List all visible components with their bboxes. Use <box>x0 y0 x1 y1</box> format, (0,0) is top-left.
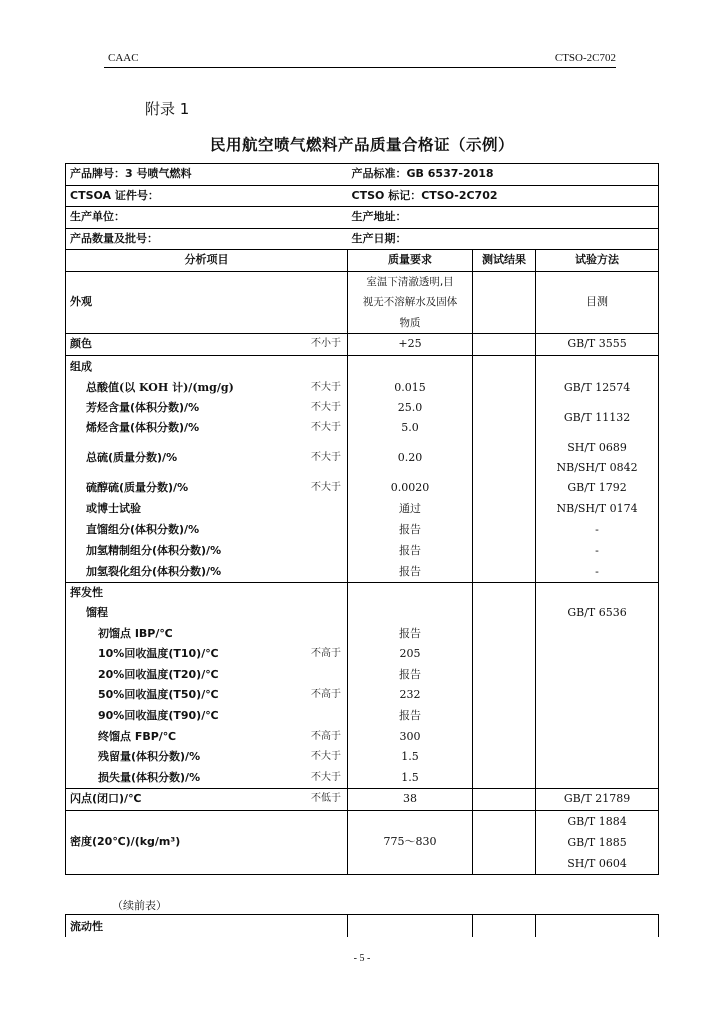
ctso-mark: CTSO 标记：CTSO-2C702 <box>348 185 659 207</box>
ibp-label: 初馏点 IBP/℃ <box>98 626 173 640</box>
color-requirement: +25 <box>348 334 473 356</box>
hydrocracked-label: 加氢裂化组分(体积分数)/% <box>86 564 222 578</box>
color-method: GB/T 3555 <box>536 334 659 356</box>
t20-label: 20%回收温度(T20)/℃ <box>98 667 219 681</box>
continued-table <box>65 914 659 937</box>
info-row <box>66 207 659 229</box>
appearance-requirement: 室温下清澈透明,目 视无不溶解水及固体 物质 <box>348 271 473 334</box>
aromatics-row: 芳烃含量(体积分数)/% 不大于 <box>66 398 347 418</box>
acid-row: 总酸值(以 KOH 计)/(mg/g) 不大于 <box>66 377 347 398</box>
batch-number: 产品数量及批号： <box>66 228 348 250</box>
info-row <box>66 164 659 186</box>
col-method: 试验方法 <box>536 250 659 272</box>
continued-label: （续前表） <box>112 899 167 912</box>
color-limit: 不小于 <box>291 334 348 356</box>
production-address: 生产地址： <box>348 207 659 229</box>
appearance-method: 目测 <box>536 271 659 334</box>
col-item: 分析项目 <box>66 250 348 272</box>
fluidity-label: 流动性 <box>66 915 348 938</box>
acid-label: 总酸值(以 KOH 计)/(mg/g) <box>86 380 234 394</box>
flash-row: 闪点(闭口)/℃ 不低于 38 GB/T 21789 <box>66 789 659 811</box>
t10-label: 10%回收温度(T10)/℃ <box>98 647 219 661</box>
distillation-method: GB/T 6536 <box>567 606 627 620</box>
volatility-group: 挥发性 馏程 初馏点 IBP/℃ 10%回收温度(T10)/℃ 不高于 20%回收温度(T20)/℃ 50%回收温度(T50)/℃ 不高于 90%回收温度(T90)/℃ 终馏点 FBP/℃ 不高于 残留量(体积分数)/% 不大于 损失量(体积分数)/% 不大于 报告 205 报告 232 报告 300 1.5 1.5 GB/T 6536 <box>66 582 659 789</box>
appearance-result <box>473 271 536 334</box>
residue-label: 残留量(体积分数)/% <box>98 750 201 764</box>
olefins-label: 烯烃含量(体积分数)/% <box>86 420 200 434</box>
color-row <box>66 334 659 356</box>
info-row <box>66 228 659 250</box>
density-label: 密度(20℃)/(kg/m³) <box>66 810 348 874</box>
page-number: - 5 - <box>353 953 371 964</box>
certificate-table <box>65 163 659 875</box>
info-row <box>66 185 659 207</box>
product-standard: 产品标准：GB 6537-2018 <box>348 164 659 186</box>
composition-group: 组成 总酸值(以 KOH 计)/(mg/g) 不大于 芳烃含量(体积分数)/% 不大于 烯烃含量(体积分数)/% 不大于 总硫(质量分数)/% 不大于 硫醇硫(质量分数)/% 不大于 或博士试验 直馏组分(体积分数)/% 加氢精制组分(体积分数)/% 加氢裂化组分(体积分数)/% 0.015 25.0 5.0 0.20 0.0020 通过 报告 报告 报告 GB/T 12574 GB/T 11132 SH/T 0689 NB/SH/T 0842 GB/T 1792 NB/SH/T 0174 - - - <box>66 355 659 582</box>
composition-label: 组成 <box>70 359 92 373</box>
distillation-label: 馏程 <box>86 606 108 620</box>
mercaptan-row: 硫醇硫(质量分数)/% 不大于 <box>66 478 347 498</box>
ctsoa-number: CTSOA 证件号： <box>66 185 348 207</box>
production-date: 生产日期： <box>348 228 659 250</box>
loss-label: 损失量(体积分数)/% <box>98 770 201 784</box>
appearance-label: 外观 <box>66 271 348 334</box>
document-title: 民用航空喷气燃料产品质量合格证（示例） <box>209 136 514 154</box>
straight-label: 直馏组分(体积分数)/% <box>86 522 200 536</box>
t50-label: 50%回收温度(T50)/℃ <box>98 688 219 702</box>
header-right: CTSO-2C702 <box>554 52 616 64</box>
header-divider <box>104 67 616 68</box>
color-label: 颜色 <box>66 334 291 356</box>
col-requirement: 质量要求 <box>348 250 473 272</box>
t90-label: 90%回收温度(T90)/℃ <box>98 709 219 723</box>
product-brand: 产品牌号：3 号喷气燃料 <box>66 164 348 186</box>
producer: 生产单位： <box>66 207 348 229</box>
sulfur-row: 总硫(质量分数)/% 不大于 <box>66 438 347 478</box>
volatility-label: 挥发性 <box>70 585 103 599</box>
aromatics-label: 芳烃含量(体积分数)/% <box>86 400 200 414</box>
mercaptan-label: 硫醇硫(质量分数)/% <box>86 480 189 494</box>
appearance-row <box>66 271 659 334</box>
column-header-row <box>66 250 659 272</box>
fbp-label: 终馏点 FBP/℃ <box>98 729 177 743</box>
appendix-label: 附录 1 <box>145 100 190 118</box>
density-row: 密度(20℃)/(kg/m³) 775～830 GB/T 1884 GB/T 1885 SH/T 0604 <box>66 810 659 874</box>
hydrorefined-label: 加氢精制组分(体积分数)/% <box>86 543 222 557</box>
col-result: 测试结果 <box>473 250 536 272</box>
header-left: CAAC <box>108 52 139 64</box>
olefins-row: 烯烃含量(体积分数)/% 不大于 <box>66 418 347 438</box>
flash-label: 闪点(闭口)/℃ <box>66 789 291 811</box>
sulfur-label: 总硫(质量分数)/% <box>86 450 178 464</box>
doctor-label: 或博士试验 <box>86 501 141 515</box>
